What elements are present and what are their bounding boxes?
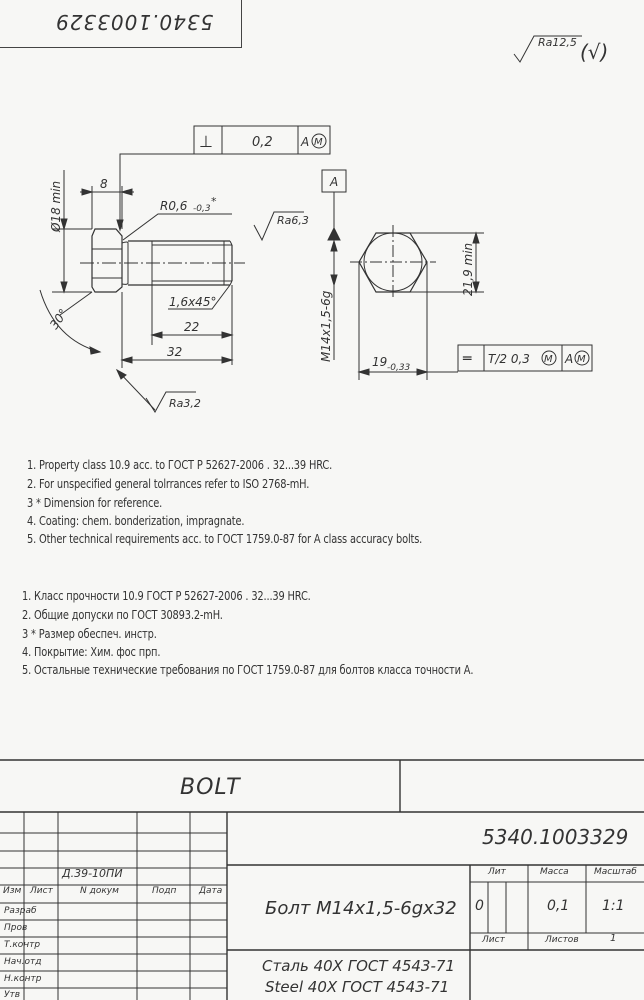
dim-across-flats [359, 262, 458, 380]
dim-head-diameter [49, 170, 92, 292]
dim-across-corners [410, 233, 484, 296]
dim-chamfer [168, 285, 230, 309]
doc-number: 5340.1003329 [482, 825, 629, 849]
col-podp: Подп [152, 886, 177, 896]
dim-across-flats-text: 19 [372, 355, 388, 369]
col-ndokum: N докум [80, 886, 119, 896]
dim-head-height-text: 8 [100, 177, 108, 191]
masshtab-value: 1:1 [602, 898, 625, 914]
datum-a [322, 170, 346, 240]
general-roughness-mark: (√) [580, 40, 609, 64]
perp-tol-value: 0,2 [252, 135, 273, 150]
dim-chamfer-text: 1,6x45° [169, 295, 217, 309]
row-prov: Пров [4, 923, 28, 933]
roughness-bearing [117, 370, 201, 412]
note-ru-3: 3 * Размер обеспеч. инстр. [22, 627, 157, 641]
dim-head-dia-text: Ø18 min [49, 180, 63, 232]
sym-tol-datum-mod-icon: M [577, 354, 586, 365]
datum-a-label: A [330, 175, 339, 189]
rough-bearing-text: Ra3,2 [169, 397, 201, 410]
dim-across-flats-tol: -0,33 [387, 363, 411, 373]
lbl-list: Лист [482, 935, 505, 945]
material-ru: Сталь 40Х ГОСТ 4543-71 [262, 957, 455, 975]
col-data: Дата [199, 886, 223, 896]
note-en-2: 2. For unspecified general tolrrances refer to ISO 2768-mH. [27, 477, 310, 491]
massa-value: 0,1 [547, 898, 570, 914]
sym-tol-value: T/2 0,3 [488, 352, 530, 366]
note-ru-1: 1. Класс прочности 10.9 ГОСТ Р 52627-2006 . 32...39 HRC. [22, 589, 311, 603]
symmetry-icon: ═ [463, 351, 472, 367]
dim-angle [40, 290, 100, 354]
perpendicularity-icon: ⊥ [199, 132, 213, 151]
note-en-5: 5. Other technical requirements acc. to ГОСТ 1759.0-87 for A class accuracy bolts. [27, 532, 423, 546]
hdr-lit: Лит [488, 867, 506, 877]
row-utv: Утв [4, 990, 21, 1000]
dim-radius [123, 195, 232, 240]
sym-tol-datum: A [565, 352, 574, 366]
dim-head-height [80, 177, 134, 229]
note-ru-5: 5. Остальные технические требования по ГОСТ 1759.0-87 для болтов класса точности А. [22, 663, 474, 677]
col-list: Лист [30, 886, 53, 896]
note-ru-4: 4. Покрытие: Хим. фос прп. [22, 645, 161, 659]
bolt-drawing [0, 0, 644, 440]
dim-radius-tol: -0,3 [193, 204, 211, 214]
hdr-massa: Масса [540, 867, 569, 877]
dim-thread [319, 241, 337, 362]
bolt-side-view [80, 229, 245, 292]
sym-tol-mod-icon: M [544, 354, 553, 365]
dim-radius-ref: * [211, 195, 217, 208]
note-en-3: 3 * Dimension for reference. [27, 496, 163, 510]
dim-across-corners-text: 21,9 min [461, 242, 475, 296]
part-name-ru: Болт М14х1,5-6gх32 [265, 898, 457, 919]
col-izm: Изм [3, 886, 22, 896]
perp-tol-modifier-icon: M [314, 137, 323, 148]
row-nachotd: Нач.отд [4, 957, 42, 967]
dim-angle-text: 30° [46, 306, 71, 332]
dim-thread-text: M14x1,5-6g [319, 290, 333, 362]
perp-tol-datum: A [301, 135, 310, 149]
listov-value: 1 [610, 933, 617, 944]
row-tkontr: Т.контр [4, 940, 41, 950]
hdr-masshtab: Масштаб [594, 867, 637, 877]
roughness-fillet [254, 212, 309, 240]
rough-fillet-text: Ra6,3 [277, 214, 309, 227]
top-doc-number: 5340.1003329 [55, 10, 214, 34]
note-en-1: 1. Property class 10.9 acc. to ГОСТ Р 52627-2006 . 32...39 HRC. [27, 458, 333, 472]
material-en: Steel 40Х ГОСТ 4543-71 [265, 978, 450, 996]
row-razrab: Разраб [4, 906, 37, 916]
hex-end-view [350, 225, 436, 300]
note-ru-2: 2. Общие допуски по ГОСТ 30893.2-mH. [22, 608, 223, 622]
note-en-4: 4. Coating: chem. bonderization, impragnate. [27, 514, 245, 528]
dim-length-text: 32 [167, 345, 183, 359]
row-nkontr: Н.контр [4, 974, 42, 984]
general-roughness-value: Ra12,5 [538, 36, 577, 49]
dim-radius-text: R0,6 [160, 199, 188, 213]
symmetry-frame [458, 345, 592, 371]
lbl-listov: Листов [545, 935, 579, 945]
part-name-en: BOLT [180, 775, 241, 800]
dim-thread-len-text: 22 [184, 320, 200, 334]
revision-code: Д.39-10ПИ [62, 867, 123, 880]
lit-value: 0 [475, 898, 484, 914]
